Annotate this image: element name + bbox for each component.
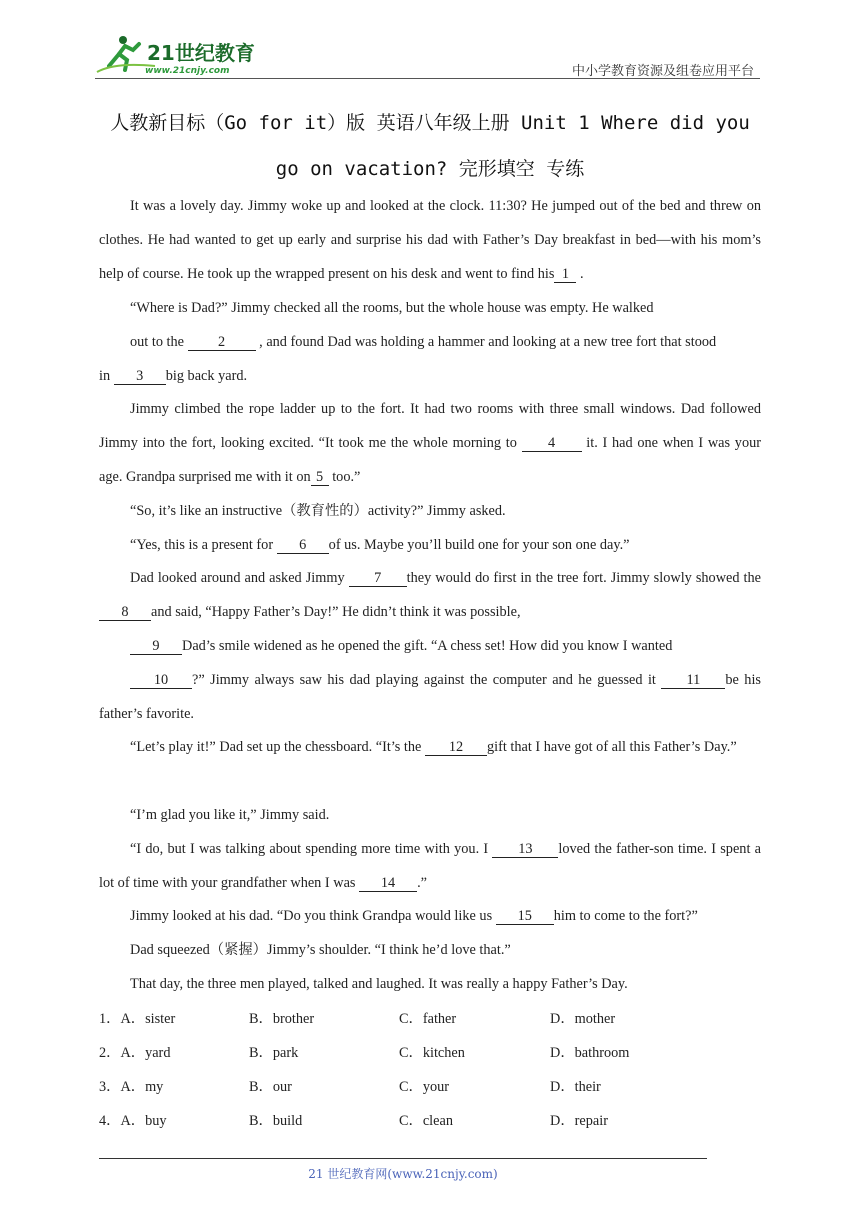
question-row [99,1076,761,1096]
passage-paragraph-11: “Let’s play it!” Dad set up the chessboard. “It’s the 12 gift that I have got of all this Father’s Day.” [130,739,737,755]
blank-4: 4 [522,435,582,452]
option-d: D．bathroom [550,1045,630,1061]
option-c: C．your [399,1079,450,1095]
option-b: B．park [249,1045,299,1061]
passage-paragraph-5: Jimmy climbed the rope ladder up to the fort. It had two rooms with three small windows. Dad followed Jimmy into the fort, looking excited. “It took me the whole morning to 4 it. I had one when I was your age. Grandpa surprised me with it on 5 too.” [99,401,762,485]
option-a: 3．A．my [99,1079,164,1095]
page-title-line2: go on vacation? 完形填空 专练 [275,158,585,180]
footer-link[interactable]: 21 世纪教育网(www.21cnjy.com) [308,1167,498,1181]
passage-paragraph-13: “I do, but I was talking about spending more time with you. I 13 loved the father-son time. I spent a lot of time with your grandfather when I was 14 .” [99,841,761,891]
header-divider [95,78,760,79]
blank-3: 3 [114,368,166,385]
blank-7: 7 [349,570,407,587]
blank-12: 12 [425,739,487,756]
logo-url-text: www.21cnjy.com [145,66,230,76]
passage-paragraph-8: Dad looked around and asked Jimmy 7 they would do first in the tree fort. Jimmy slowly showed the 8 and said, “Happy Father’s Day!” He didn’t think it was possible, [99,561,761,629]
passage-paragraph-10: 10 ?” Jimmy always saw his dad playing against the computer and he guessed it 11 be his father’s favorite. [99,672,761,722]
blank-15: 15 [496,908,554,925]
option-d: D．mother [550,1011,616,1027]
logo-21cnjy [95,32,265,76]
blank-14: 14 [359,875,417,892]
option-a: 4．A．buy [99,1113,167,1129]
question-row [99,1042,761,1062]
passage-paragraph-9: 9 Dad’s smile widened as he opened the gift. “A chess set! How did you know I wanted [99,629,761,663]
option-b: B．brother [249,1011,315,1027]
option-a: 2．A．yard [99,1045,171,1061]
option-c: C．kitchen [399,1045,465,1061]
option-c: C．father [399,1011,457,1027]
passage-paragraph-12: “I’m glad you like it,” Jimmy said. [130,807,330,823]
option-a: 1．A．sister [99,1011,176,1027]
question-row [99,1008,761,1028]
page-title-line1: 人教新目标（Go for it）版 英语八年级上册 Unit 1 Where did you [110,112,750,134]
header-platform-text: 中小学教育资源及组卷应用平台 [571,64,754,79]
blank-1: 1 [554,266,576,283]
blank-2: 2 [188,334,256,351]
logo-text: 21世纪教育 [147,41,255,65]
blank-9: 9 [130,638,182,655]
option-d: D．repair [550,1113,608,1129]
question-row [99,1110,761,1130]
blank-6: 6 [277,537,329,554]
passage-paragraph-4: in 3 big back yard. [99,368,248,384]
passage-paragraph-7: “Yes, this is a present for 6 of us. Maybe you’ll build one for your son one day.” [130,537,630,553]
option-b: B．build [249,1113,303,1129]
footer-divider [99,1158,707,1159]
option-b: B．our [249,1079,292,1095]
blank-8: 8 [99,604,151,621]
passage-paragraph-1: It was a lovely day. Jimmy woke up and looked at the clock. 11:30? He jumped out of the bed and threw on clothes. He had wanted to get up early and surprise his dad with Father’s Day breakfast in bed—with his mom’s help of course. He took up the wrapped present on his desk and went to find his 1 . [99,198,761,282]
option-d: D．their [550,1079,601,1095]
blank-10: 10 [130,672,192,689]
page-header [95,30,760,80]
blank-11: 11 [661,672,725,689]
option-c: C．clean [399,1113,453,1129]
passage-paragraph-14: Jimmy looked at his dad. “Do you think Grandpa would like us 15 him to come to the fort?” [130,908,698,924]
passage-paragraph-2: “Where is Dad?” Jimmy checked all the rooms, but the whole house was empty. He walked [130,300,654,316]
passage-paragraph-15: Dad squeezed（紧握）Jimmy’s shoulder. “I think he’d love that.” [130,942,511,958]
passage-paragraph-6: “So, it’s like an instructive（教育性的）activity?” Jimmy asked. [130,503,506,519]
passage-paragraph-16: That day, the three men played, talked and laughed. It was really a happy Father’s Day. [130,976,628,992]
blank-5: 5 [311,469,329,486]
blank-13: 13 [492,841,558,858]
passage-paragraph-3: out to the 2 , and found Dad was holding a hammer and looking at a new tree fort that stood [130,334,717,350]
